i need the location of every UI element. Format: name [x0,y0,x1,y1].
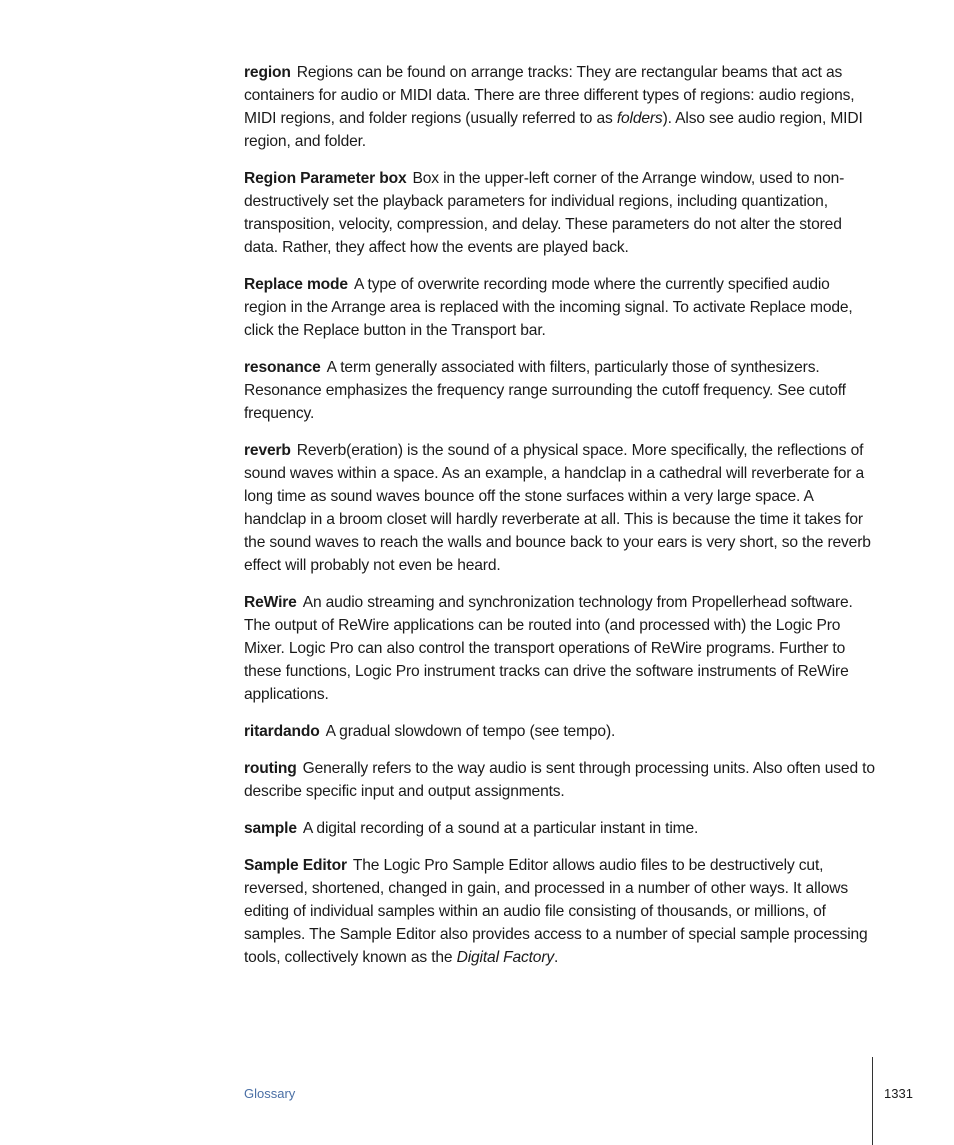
glossary-term: Replace mode [244,276,348,293]
glossary-entry [244,720,876,743]
glossary-term: ritardando [244,723,320,740]
definition-text: ). Also see audio region, MIDI region, and folder. [244,110,863,150]
glossary-term: Region Parameter box [244,170,407,187]
glossary-entry [244,757,876,803]
glossary-entry [244,356,876,425]
glossary-entry [244,591,876,706]
definition-text: Regions can be found on arrange tracks: They are rectangular beams that act as containers for audio or MIDI data. There are three different types of regions: audio regions, MIDI regions, and folder regions (usually referred to as [244,64,855,127]
glossary-term: ReWire [244,594,297,611]
glossary-entry [244,273,876,342]
footer-section-label: Glossary [244,1086,296,1101]
footer-divider [872,1057,873,1145]
definition-text: Reverb(eration) is the sound of a physical space. More specifically, the reflections of sound waves within a space. As an example, a handclap in a cathedral will reverberate for a long time as sound waves bounce off the stone surfaces within a very large space. A handclap in a broom closet will hardly reverberate at all. This is because the time it takes for the sound waves to reach the walls and bounce back to your ears is very short, so the reverb effect will probably not even be heard. [244,442,871,574]
glossary-term: routing [244,760,297,777]
emphasized-term: folders [616,110,663,127]
definition-text: The Logic Pro Sample Editor allows audio files to be destructively cut, reversed, shortened, changed in gain, and processed in a number of other ways. It allows editing of individual samples within an audio file consisting of thousands, or millions, of samples. The Sample Editor also provides access to a number of special sample processing tools, collectively known as the [244,857,868,966]
definition-text: An audio streaming and synchronization technology from Propellerhead software. The output of ReWire applications can be routed into (and processed with) the Logic Pro Mixer. Logic Pro can also control the transport operations of ReWire programs. Further to these functions, Logic Pro instrument tracks can drive the software instruments of ReWire applications. [244,594,853,703]
page-number: 1331 [884,1086,913,1101]
glossary-entry [244,817,876,840]
definition-text: A gradual slowdown of tempo (see tempo). [325,723,616,740]
glossary-term: reverb [244,442,291,459]
glossary-entry [244,439,876,577]
definition-text: Generally refers to the way audio is sent through processing units. Also often used to describe specific input and output assignments. [244,760,875,800]
definition-text: . [554,949,559,966]
definition-text: A type of overwrite recording mode where the currently specified audio region in the Arrange area is replaced with the incoming signal. To activate Replace mode, click the Replace button in the Transport bar. [244,276,853,339]
glossary-term: region [244,64,291,81]
glossary-term: sample [244,820,297,837]
glossary-entry [244,167,876,259]
definition-text: A term generally associated with filters, particularly those of synthesizers. Resonance emphasizes the frequency range surrounding the cutoff frequency. See cutoff frequency. [244,359,846,422]
glossary-entry [244,854,876,969]
glossary-term: resonance [244,359,321,376]
definition-text: Box in the upper-left corner of the Arrange window, used to non-destructively set the playback parameters for individual regions, including quantization, transposition, velocity, compression, and delay. These parameters do not alter the stored data. Rather, they affect how the events are played back. [244,170,845,256]
emphasized-term: Digital Factory [456,949,555,966]
glossary-entry [244,61,876,153]
glossary-term: Sample Editor [244,857,347,874]
glossary-entries [244,61,876,983]
definition-text: A digital recording of a sound at a particular instant in time. [302,820,699,837]
